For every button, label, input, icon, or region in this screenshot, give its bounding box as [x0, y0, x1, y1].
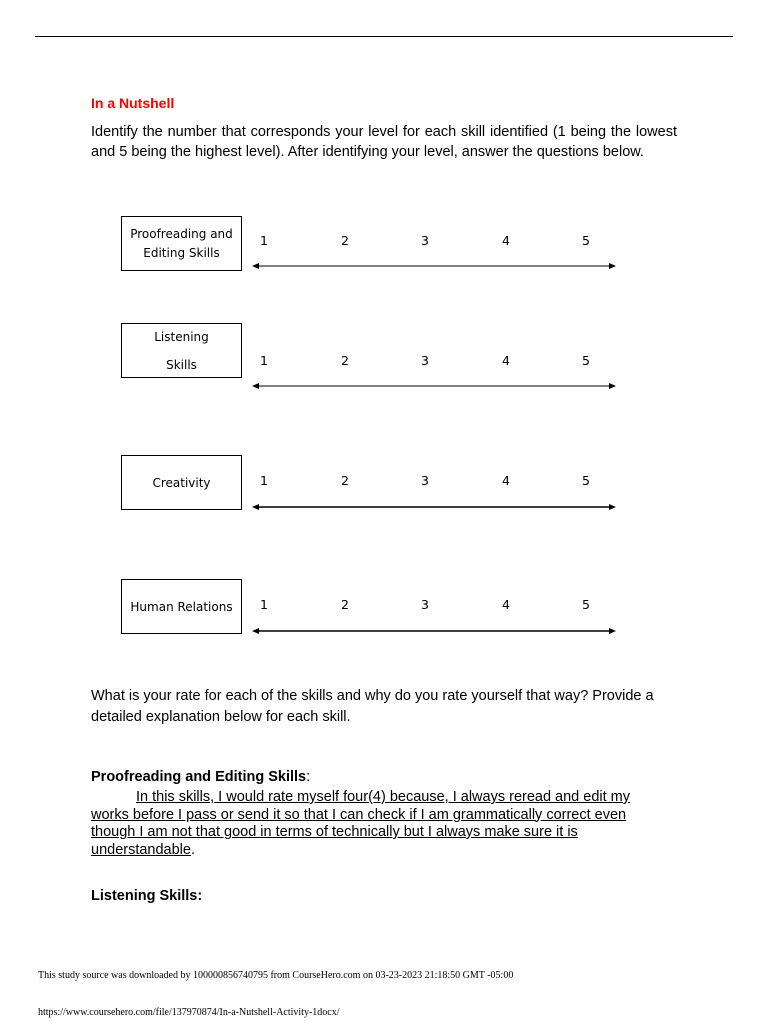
scale-axis-arrow	[250, 625, 620, 637]
scale-axis-arrow	[250, 380, 620, 392]
scale-number-2[interactable]: 2	[341, 353, 349, 368]
proofreading-answer[interactable]	[91, 789, 661, 859]
scale-number-1[interactable]: 1	[260, 473, 268, 488]
scale-number-4[interactable]: 4	[502, 233, 510, 248]
source-url[interactable]: https://www.coursehero.com/file/137970874/In-a-Nutshell-Activity-1docx/	[38, 1007, 340, 1018]
scale-axis-arrow	[250, 260, 620, 272]
skill-box-human-relations	[121, 579, 242, 634]
page-heading: In a Nutshell	[91, 95, 175, 111]
listening-section-title: Listening Skills:	[91, 888, 203, 904]
skill-label-line2: Skills	[166, 357, 197, 372]
skill-label-line1: Listening	[154, 329, 209, 344]
skill-label: Creativity	[152, 475, 211, 490]
scale-number-4[interactable]: 4	[502, 353, 510, 368]
skill-box-listening	[121, 323, 242, 378]
proofreading-title-text: Proofreading and Editing Skills	[91, 769, 307, 785]
scale-number-5[interactable]: 5	[582, 597, 590, 612]
skill-label-line2: Editing Skills	[143, 245, 220, 260]
scale-number-2[interactable]: 2	[341, 233, 349, 248]
scale-number-2[interactable]: 2	[341, 597, 349, 612]
scale-axis-arrow	[250, 501, 620, 513]
scale-number-2[interactable]: 2	[341, 473, 349, 488]
scale-number-4[interactable]: 4	[502, 597, 510, 612]
scale-number-3[interactable]: 3	[421, 597, 429, 612]
skill-box-proofreading	[121, 216, 242, 271]
scale-number-3[interactable]: 3	[421, 473, 429, 488]
scale-number-5[interactable]: 5	[582, 233, 590, 248]
download-footnote: This study source was downloaded by 100000856740795 from CourseHero.com on 03-23-2023 21:18:50 GMT -05:00	[38, 970, 514, 981]
intro-paragraph: Identify the number that corresponds your level for each skill identified (1 being the lowest and 5 being the highest level). After identifying your level, answer the questions below.	[91, 124, 677, 160]
scale-number-1[interactable]: 1	[260, 353, 268, 368]
answer-period: .	[190, 841, 196, 858]
scale-number-3[interactable]: 3	[421, 353, 429, 368]
scale-number-3[interactable]: 3	[421, 233, 429, 248]
scale-number-4[interactable]: 4	[502, 473, 510, 488]
scale-number-1[interactable]: 1	[260, 597, 268, 612]
scale-number-5[interactable]: 5	[582, 473, 590, 488]
skill-box-creativity	[121, 455, 242, 510]
answer-text: In this skills, I would rate myself four(4) because, I always reread and edit my works before I pass or send it so that I can check if I am grammatically correct even though I am not that good in terms of technically but I always make sure it is understandable	[91, 789, 631, 858]
skill-label: Human Relations	[130, 599, 233, 614]
question-paragraph: What is your rate for each of the skills and why do you rate yourself that way? Provide a detailed explanation below for each skill.	[91, 688, 654, 725]
title-colon: :	[306, 769, 311, 785]
scale-number-5[interactable]: 5	[582, 353, 590, 368]
skill-label-line1: Proofreading and	[130, 226, 233, 241]
proofreading-section-title	[91, 769, 310, 785]
top-rule	[35, 36, 733, 37]
scale-number-1[interactable]: 1	[260, 233, 268, 248]
